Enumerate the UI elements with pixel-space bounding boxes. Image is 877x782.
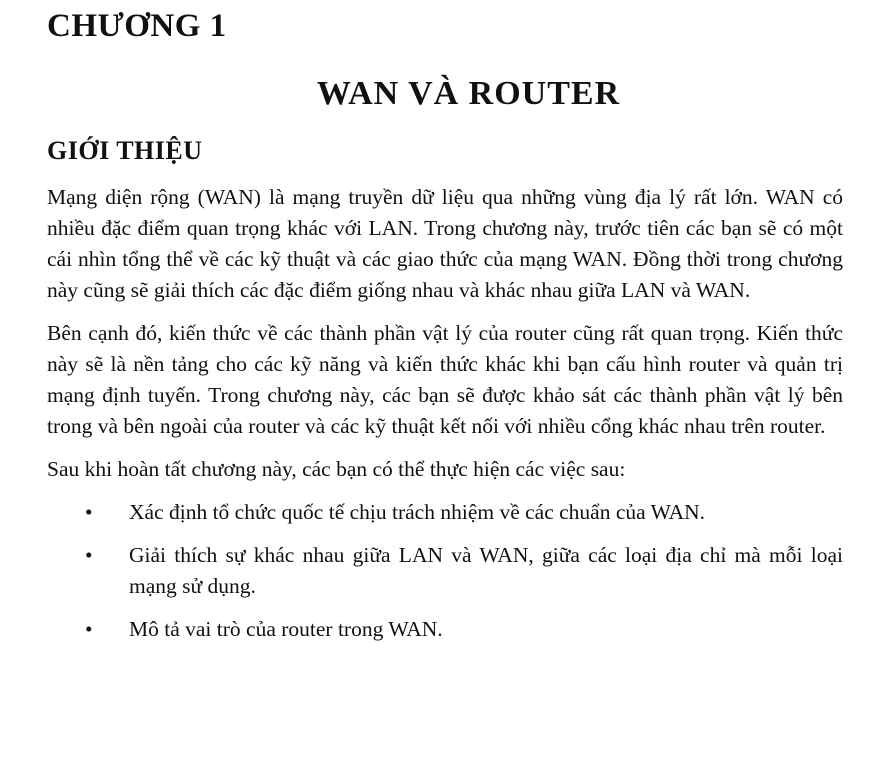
intro-paragraph: Mạng diện rộng (WAN) là mạng truyền dữ liệu qua những vùng địa lý rất lớn. WAN có nhiều đặc điểm quan trọng khác với LAN. Trong chương này, trước tiên các bạn sẽ có một cái nhìn tổng thể về các kỹ thuật và các giao thức của mạng WAN. Đồng thời trong chương này cũng sẽ giải thích các đặc điểm giống nhau và khác nhau giữa LAN và WAN. (47, 185, 843, 302)
objectives-list (47, 497, 843, 645)
bullet-icon: • (85, 543, 93, 567)
chapter-heading: CHƯƠNG 1 (47, 8, 227, 44)
bullet-icon: • (85, 500, 93, 524)
bullet-icon: • (85, 617, 93, 641)
section-heading: GIỚI THIỆU (47, 136, 203, 165)
chapter-title: WAN VÀ ROUTER (316, 75, 621, 112)
list-item (47, 540, 843, 602)
list-item-text: Xác định tổ chức quốc tế chịu trách nhiệm về các chuẩn của WAN. (129, 500, 705, 524)
list-item (47, 497, 843, 528)
list-item (47, 614, 843, 645)
list-item-text: Mô tả vai trò của router trong WAN. (129, 617, 443, 641)
router-paragraph: Bên cạnh đó, kiến thức về các thành phần vật lý của router cũng rất quan trọng. Kiến thức này sẽ là nền tảng cho các kỹ năng và kiến thức khác khi bạn cấu hình router và quản trị mạng định tuyến. Trong chương này, các bạn sẽ được khảo sát các thành phần vật lý bên trong và bên ngoài của router và các kỹ thuật kết nối với nhiều cổng khác nhau trên router. (47, 321, 843, 438)
list-item-text: Giải thích sự khác nhau giữa LAN và WAN, giữa các loại địa chỉ mà mỗi loại mạng sử dụng. (129, 543, 843, 598)
objectives-intro: Sau khi hoàn tất chương này, các bạn có thể thực hiện các việc sau: (47, 457, 626, 481)
body-text (47, 182, 843, 657)
